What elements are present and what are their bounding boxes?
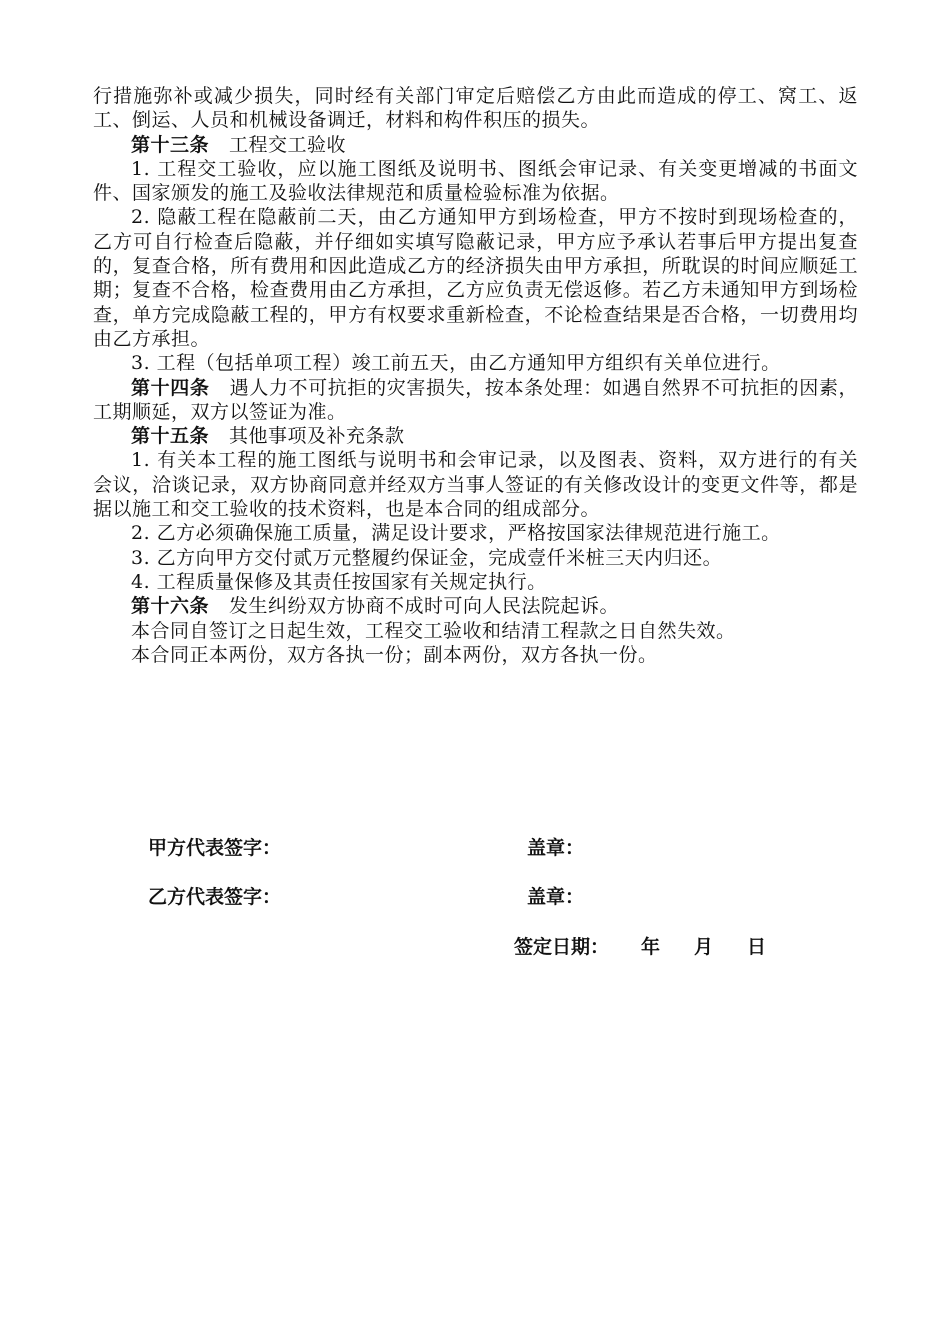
article-13-item-2: 2. 隐蔽工程在隐蔽前二天，由乙方通知甲方到场检查，甲方不按时到现场检查的，乙方可自行检查后隐蔽，并仔细如实填写隐蔽记录，甲方应予承认若事后甲方提出复查的，复查合格，所有费用和因此造成乙方的经济损失由甲方承担，所耽误的时间应顺延工期；复查不合格，检查费用由乙方承担，乙方应负责无偿返修。若乙方未通知甲方到场检查，单方完成隐蔽工程的，甲方有权要求重新检查，不论检查结果是否合格，一切费用均由乙方承担。 bbox=[93, 206, 858, 350]
article-13-item-3: 3. 工程（包括单项工程）竣工前五天，由乙方通知甲方组织有关单位进行。 bbox=[131, 352, 781, 375]
party-a-signature-label: 甲方代表签字： bbox=[148, 837, 282, 859]
article-13-text: 工程交工验收 bbox=[229, 133, 347, 156]
article-15-text: 其他事项及补充条款 bbox=[229, 425, 405, 448]
date-day-unit: 日 bbox=[747, 936, 767, 958]
article-15-title: 第十五条 bbox=[131, 425, 210, 448]
article-15-item-3: 3. 乙方向甲方交付贰万元整履约保证金，完成壹仟米桩三天内归还。 bbox=[131, 546, 723, 569]
signing-date-row bbox=[514, 935, 766, 959]
article-14 bbox=[93, 376, 858, 425]
article-15-item-2: 2. 乙方必须确保施工质量，满足设计要求，严格按国家法律规范进行施工。 bbox=[131, 522, 781, 545]
party-b-signature-label: 乙方代表签字： bbox=[148, 886, 282, 908]
article-16-text: 发生纠纷双方协商不成时可向人民法院起诉。 bbox=[229, 595, 620, 618]
article-13-title: 第十三条 bbox=[131, 133, 210, 156]
article-16 bbox=[93, 594, 858, 618]
article-13-item-1: 1. 工程交工验收，应以施工图纸及说明书、图纸会审记录、有关变更增减的书面文件、国家颁发的施工及验收法律规范和质量检验标准为依据。 bbox=[93, 157, 858, 205]
article-13-heading bbox=[93, 133, 858, 157]
article-15-item-4: 4. 工程质量保修及其责任按国家有关规定执行。 bbox=[131, 570, 547, 593]
article-14-title: 第十四条 bbox=[131, 376, 210, 399]
article-15-heading bbox=[93, 424, 858, 448]
party-a-seal-label: 盖章： bbox=[527, 837, 585, 859]
article-14-text: 遇人力不可抗拒的灾害损失，按本条处理：如遇自然界不可抗拒的因素，工期顺延，双方以签证为准。 bbox=[93, 376, 858, 423]
date-year-unit: 年 bbox=[641, 936, 661, 958]
article-15-item-1: 1. 有关本工程的施工图纸与说明书和会审记录，以及图表、资料，双方进行的有关会议，洽谈记录，双方协商同意并经双方当事人签证的有关修改设计的变更文件等，都是据以施工和交工验收的技术资料，也是本合同的组成部分。 bbox=[93, 449, 858, 521]
party-b-seal-label: 盖章： bbox=[527, 886, 585, 908]
contract-body bbox=[93, 84, 858, 667]
closing-clause-effective: 本合同自签订之日起生效，工程交工验收和结清工程款之日自然失效。 bbox=[131, 619, 736, 642]
date-month-unit: 月 bbox=[694, 936, 714, 958]
article-16-title: 第十六条 bbox=[131, 595, 210, 618]
signing-date-label: 签定日期： bbox=[514, 936, 610, 958]
paragraph-continued: 行措施弥补或减少损失，同时经有关部门审定后赔偿乙方由此而造成的停工、窝工、返工、倒运、人员和机械设备调迁，材料和构件积压的损失。 bbox=[93, 85, 858, 132]
closing-clause-copies: 本合同正本两份，双方各执一份；副本两份，双方各执一份。 bbox=[131, 643, 658, 666]
